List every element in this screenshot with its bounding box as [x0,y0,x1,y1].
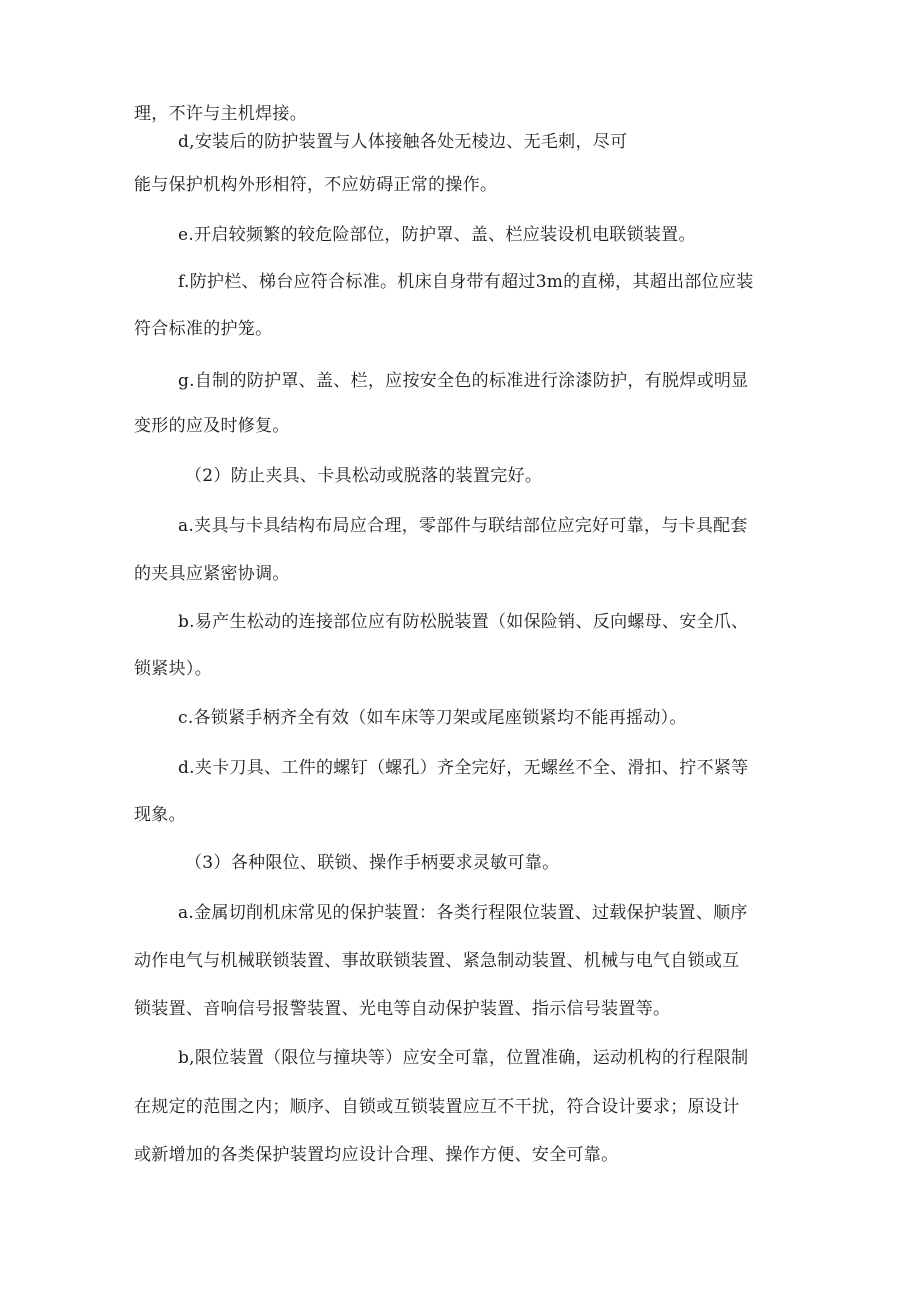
text-line-5: f.防护栏、梯台应符合标准。机床自身带有超过3m的直梯，其超出部位应装 [178,272,754,292]
section-heading-2: （2）防止夹具、卡具松动或脱落的装置完好。 [185,466,543,486]
text-line-22: 在规定的范围之内；顺序、自锁或互锁装置应互不干扰，符合设计要求；原设计 [134,1097,740,1117]
text-line-20: 锁装置、音响信号报警装置、光电等自动保护装置、指示信号装置等。 [134,999,671,1019]
text-line-6: 符合标准的护笼。 [134,319,273,339]
text-line-13: 锁紧块）。 [134,659,212,679]
text-line-18: a.金属切削机床常见的保护装置：各类行程限位装置、过载保护装置、顺序 [178,903,748,923]
text-line-8: 变形的应及时修复。 [134,416,290,436]
text-line-23: 或新增加的各类保护装置均应设计合理、操作方便、安全可靠。 [134,1145,619,1165]
text-line-14: c.各锁紧手柄齐全有效（如车床等刀架或尾座锁紧均不能再摇动）。 [178,708,687,728]
text-line-4: e.开启较频繁的较危险部位，防护罩、盖、栏应装设机电联锁装置。 [178,225,696,245]
text-line-16: 现象。 [134,805,186,825]
text-line-21: b,限位装置（限位与撞块等）应安全可靠，位置准确，运动机构的行程限制 [178,1048,749,1068]
text-line-15: d.夹卡刀具、工件的螺钉（螺孔）齐全完好，无螺丝不全、滑扣、拧不紧等 [178,758,749,778]
text-line-19: 动作电气与机械联锁装置、事故联锁装置、紧急制动装置、机械与电气自锁或互 [134,951,740,971]
section-heading-3: （3）各种限位、联锁、操作手柄要求灵敏可靠。 [185,853,560,873]
text-line-11: 的夹具应紧密协调。 [134,564,290,584]
text-line-2: d,安装后的防护装置与人体接触各处无棱边、无毛刺，尽可 [178,132,628,152]
text-line-10: a.夹具与卡具结构布局应合理，零部件与联结部位应完好可靠，与卡具配套 [178,516,748,536]
text-line-12: b.易产生松动的连接部位应有防松脱装置（如保险销、反向螺母、安全爪、 [178,612,749,632]
text-line-1: 理，不许与主机焊接。 [134,104,307,124]
text-line-3: 能与保护机构外形相符，不应妨碍正常的操作。 [134,175,498,195]
text-line-7: g.自制的防护罩、盖、栏，应按安全色的标准进行涂漆防护，有脱焊或明显 [178,371,749,391]
